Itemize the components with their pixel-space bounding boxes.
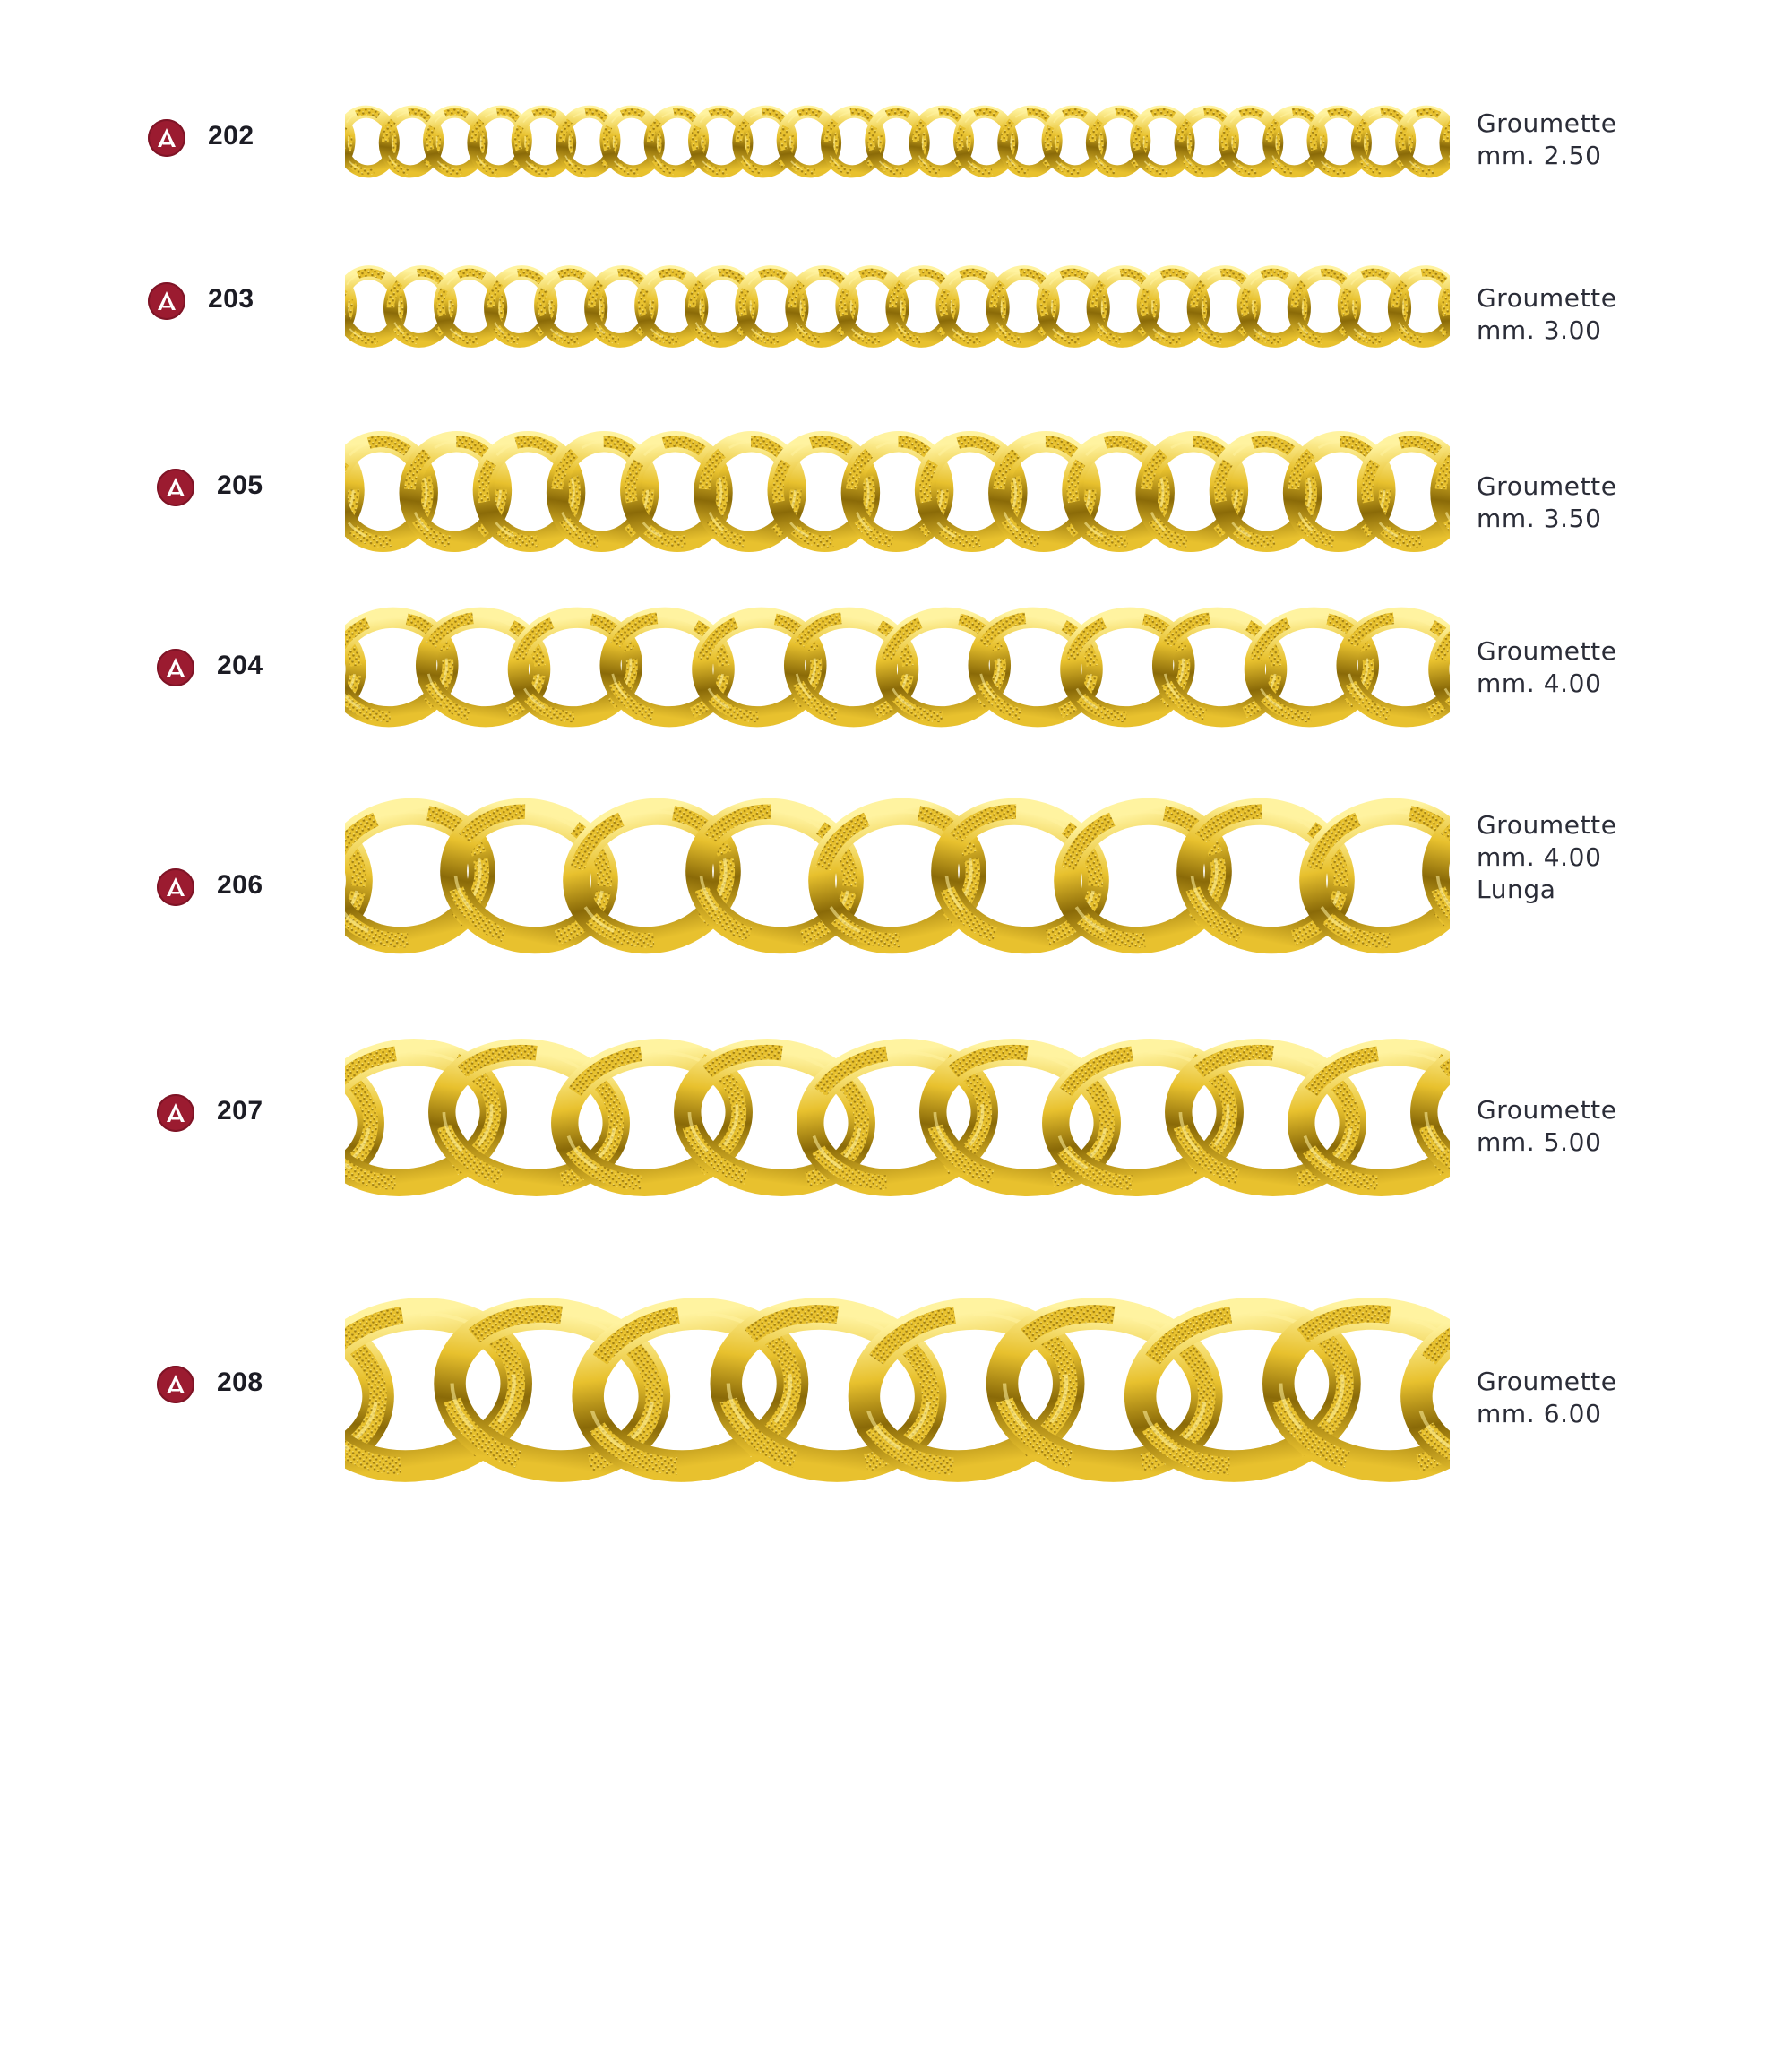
chain-name: Groumette: [1477, 636, 1617, 666]
chain-description: [1477, 809, 1617, 906]
chain-code: 202: [208, 121, 254, 151]
chain-code: 206: [217, 870, 263, 900]
chain-name: Groumette: [1477, 108, 1617, 138]
chain-code: 204: [217, 651, 263, 680]
chain-description: [1477, 635, 1617, 700]
chain-size: mm. 5.00: [1477, 1127, 1602, 1157]
chain-links: [345, 108, 1450, 175]
chain-image: [345, 1289, 1450, 1488]
chain-links: [345, 269, 1450, 344]
chain-links: [345, 610, 1450, 724]
chain-name: Groumette: [1477, 471, 1617, 501]
chain-links: [345, 798, 1450, 954]
brand-a-badge-icon: [157, 1366, 194, 1403]
chain-description: [1477, 1094, 1617, 1159]
chain-code: 207: [217, 1096, 263, 1126]
chain-image: [345, 790, 1450, 958]
chain-code: 208: [217, 1367, 263, 1397]
chain-description: [1477, 108, 1617, 172]
chain-size: mm. 2.50: [1477, 141, 1602, 170]
chain-description: [1477, 1366, 1617, 1430]
brand-a-badge-icon: [157, 1094, 194, 1132]
brand-a-badge-icon: [157, 469, 194, 506]
chain-name: Groumette: [1477, 810, 1617, 840]
chain-image: [345, 100, 1450, 179]
chain-size: mm. 6.00: [1477, 1399, 1602, 1428]
chain-links: [345, 1041, 1450, 1194]
chain-name: Groumette: [1477, 1367, 1617, 1396]
chain-links: [345, 436, 1450, 548]
chain-image: [345, 260, 1450, 349]
chain-size: mm. 4.00: [1477, 842, 1602, 872]
brand-a-badge-icon: [157, 649, 194, 686]
chain-name: Groumette: [1477, 283, 1617, 313]
chain-code: 203: [208, 284, 254, 314]
chain-description: [1477, 470, 1617, 535]
chain-image: [345, 600, 1450, 730]
chain-links: [345, 1301, 1450, 1480]
chain-image: [345, 1031, 1450, 1201]
brand-a-badge-icon: [148, 282, 185, 320]
chain-size: mm. 3.00: [1477, 315, 1602, 345]
chain-variant: Lunga: [1477, 875, 1556, 904]
chain-description: [1477, 282, 1617, 347]
chain-image: [345, 424, 1450, 556]
chain-size: mm. 3.50: [1477, 504, 1602, 533]
chain-name: Groumette: [1477, 1095, 1617, 1125]
brand-a-badge-icon: [148, 119, 185, 157]
brand-a-badge-icon: [157, 868, 194, 906]
chain-size: mm. 4.00: [1477, 669, 1602, 698]
chain-code: 205: [217, 470, 263, 500]
